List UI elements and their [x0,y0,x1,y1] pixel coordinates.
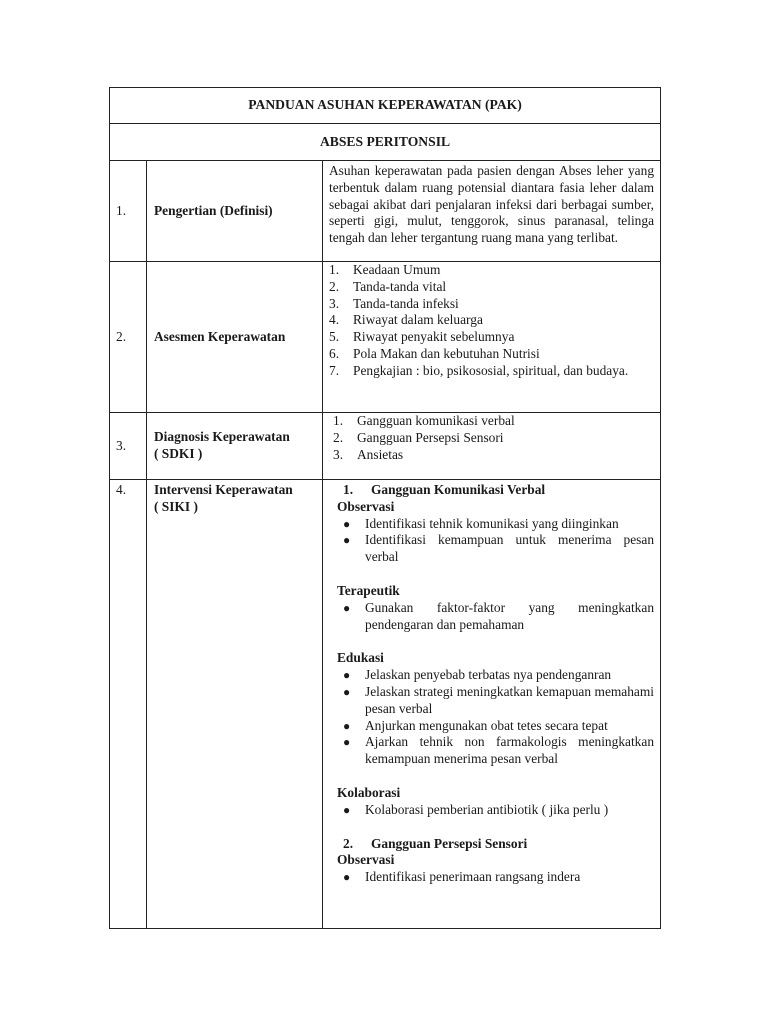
diagnosis-cell [323,413,661,480]
row-number: 3. [110,413,147,480]
subtitle-row [110,124,661,161]
list-item: ● Identifikasi penerimaan rangsang indera [343,869,581,885]
list-item: 4. Riwayat dalam keluarga [329,312,483,328]
list-item: 1. Gangguan komunikasi verbal [333,413,515,428]
list-item: 5. Riwayat penyakit sebelumnya [329,329,515,345]
bullet: ● [343,735,351,750]
list-item: ● Identifikasi kemampuan untuk menerima pesan verbal [343,532,655,565]
row-label-line2: ( SIKI ) [154,498,198,514]
bullet: ● [343,718,351,733]
section-terapeutik: Terapeutik [337,582,400,598]
asesmen-list [323,262,660,380]
bullet: ● [343,600,351,615]
title-row [110,88,661,124]
section-edukasi: Edukasi [337,650,384,666]
row-label: Asesmen Keperawatan [147,262,323,413]
list-item: 2. Gangguan Persepsi Sensori [333,429,504,445]
bullet: ● [343,533,351,548]
table-row-diagnosis [110,413,661,480]
section-kolaborasi: Kolaborasi [337,784,401,800]
bullet: ● [343,516,351,531]
row-label-line2: ( SDKI ) [154,446,203,461]
row-label [147,480,323,929]
diagnosis-heading-1: 1. Gangguan Komunikasi Verbal [343,482,546,497]
row-label-line1: Diagnosis Keperawatan [154,429,290,445]
row-label-line1: Intervensi Keperawatan [154,482,293,497]
row-label [147,413,323,480]
list-item: ● Anjurkan mengunakan obat tetes secara tepat [343,717,608,733]
bullet: ● [343,684,351,699]
row-label: Pengertian (Definisi) [147,161,323,262]
list-item: 2. Tanda-tanda vital [329,278,447,294]
list-item: ● Identifikasi tehnik komunikasi yang diinginkan [343,515,619,531]
bullet: ● [343,668,351,683]
document-subtitle: ABSES PERITONSIL [110,124,661,161]
diagnosis-list [323,413,660,463]
list-item: ● Gunakan faktor-faktor yang meningkatkan pendengaran dan pemahaman [343,599,655,632]
row-number: 1. [110,161,147,262]
observasi-list-2 [343,869,654,886]
list-item: ● Ajarkan tehnik non farmakologis meningkatkan kemampuan menerima pesan verbal [343,734,655,767]
row-number: 4. [110,480,147,929]
list-item: 3. Ansietas [333,446,404,462]
terapeutik-list [343,600,654,634]
list-item: 3. Tanda-tanda infeksi [329,295,459,311]
table-row-definisi [110,161,661,262]
bullet: ● [343,802,351,817]
list-item: ● Jelaskan penyebab terbatas nya pendenganran [343,667,612,683]
intervensi-cell [323,480,661,929]
definition-text: Asuhan keperawatan pada pasien dengan Abses leher yang terbentuk dalam ruang potensial diantara fasia leher dalam sebagai akibat dari penjalaran infeksi dari berbagai sumber, seperti gigi, mulut, tenggorok, sinus paranasal, telinga tengah dan leher tergantung ruang mana yang terlibat. [323,161,661,262]
asesmen-cell [323,262,661,413]
document-title: PANDUAN ASUHAN KEPERAWATAN (PAK) [110,88,661,124]
section-observasi-2: Observasi [337,852,395,868]
observasi-list [343,516,654,566]
pak-table [109,87,661,929]
table-row-asesmen [110,262,661,413]
list-item: 7. Pengkajian : bio, psikososial, spiritual, dan budaya. [329,362,629,378]
bullet: ● [343,870,351,885]
diagnosis-heading-2: 2. Gangguan Persepsi Sensori [343,835,528,851]
list-item: 6. Pola Makan dan kebutuhan Nutrisi [329,345,540,361]
edukasi-list [343,667,654,768]
kolaborasi-list [343,802,654,819]
list-item: ● Kolaborasi pemberian antibiotik ( jika perlu ) [343,801,609,817]
section-observasi: Observasi [337,498,395,514]
row-number: 2. [110,262,147,413]
list-item: ● Jelaskan strategi meningkatkan kemapuan memahami pesan verbal [343,683,655,716]
list-item: 1. Keadaan Umum [329,262,441,277]
table-row-intervensi [110,480,661,929]
